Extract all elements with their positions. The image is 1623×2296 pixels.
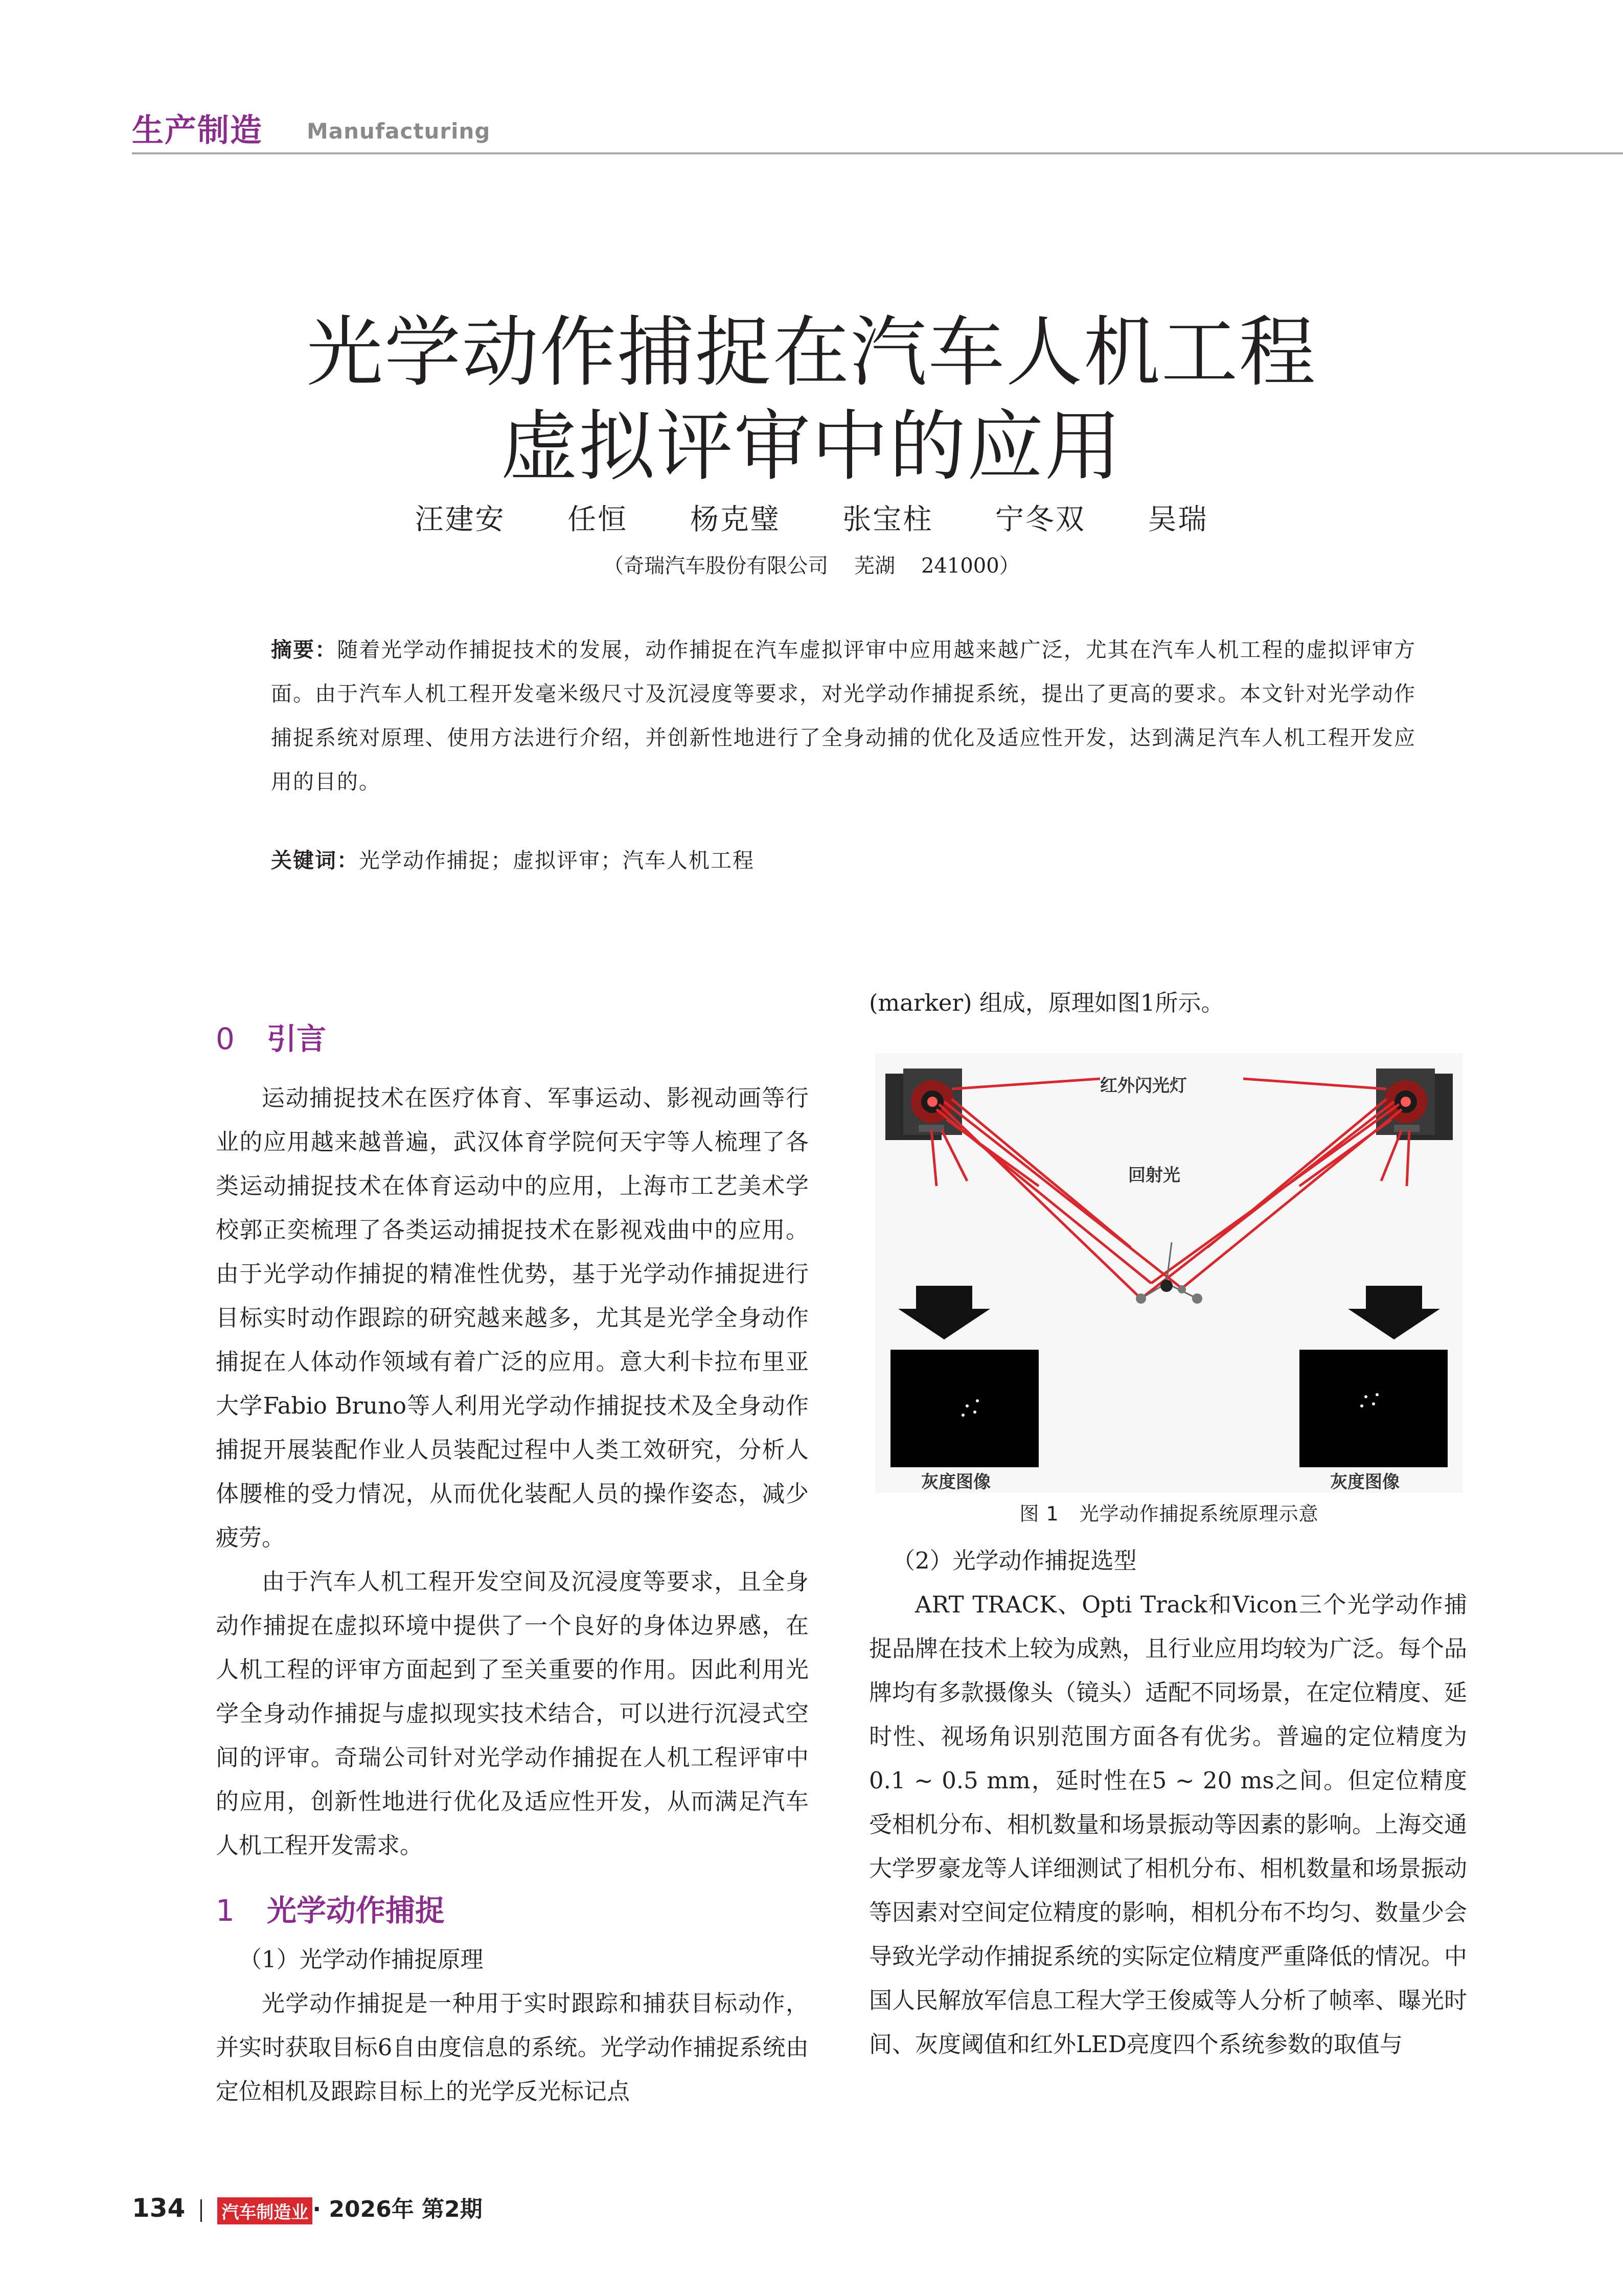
grayscale-label-right: 灰度图像 [1330,1472,1400,1492]
figure-number: 图 1 [1019,1503,1059,1525]
section-title: 光学动作捕捉 [267,1893,445,1928]
affiliation: （奇瑞汽车股份有限公司 芜湖 241000） [603,554,1020,578]
camera-left [885,1069,962,1140]
paragraph-continuation: (marker) 组成，原理如图1所示。 [869,989,1224,1016]
section-number: 0 [216,1021,235,1056]
ir-flash-label: 红外闪光灯 [1100,1076,1187,1096]
section-title: 引言 [267,1021,327,1056]
down-arrow-icon [1348,1286,1440,1339]
figure-caption-text: 光学动作捕捉系统原理示意 [1079,1503,1319,1525]
author-list: 汪建安 任恒 杨克璧 张宝柱 宁冬双 吴瑞 [415,503,1208,536]
ir-rays [931,1079,1409,1299]
page-footer [132,2191,483,2224]
grayscale-label-left: 灰度图像 [921,1472,991,1492]
section-heading-1 [216,1886,445,1929]
section-title-en: Manufacturing [307,119,491,144]
abstract-label: 摘要： [271,638,337,662]
down-arrow-icon [898,1286,990,1339]
subheading: （1）光学动作捕捉原理 [239,1946,484,1973]
issue-info: · 2026年 第2期 [312,2196,483,2222]
left-column-section-1 [216,1938,809,2113]
right-column [869,1539,1467,2066]
figure-1-diagram [875,1053,1463,1493]
keywords-label: 关键词： [271,848,359,873]
header-rule [132,152,1623,154]
camera-right [1376,1069,1453,1140]
section-heading-0 [216,1015,326,1058]
keywords [271,844,1416,874]
paragraph: ART TRACK、Opti Track和Vicon三个光学动作捕捉品牌在技术上较为成熟，且行业应用均较为广泛。每个品牌均有多款摄像头（镜头）适配不同场景，在定位精度、延时性、视场角识别范围方面各有优劣。普遍的定位精度为0.1 ~ 0.5 mm，延时性在5 ~ 20 ms之间。但定位精度受相机分布、相机数量和场景振动等因素的影响。上海交通大学罗豪龙等人详细测试了相机分布、相机数量和场景振动等因素对空间定位精度的影响，相机分布不均匀、数量少会导致光学动作捕捉系统的实际定位精度严重降低的情况。中国人民解放军信息工程大学王俊威等人分析了帧率、曝光时间、灰度阈值和红外LED亮度四个系统参数的取值与 [869,1591,1468,2058]
abstract-text: 随着光学动作捕捉技术的发展，动作捕捉在汽车虚拟评审中应用越来越广泛，尤其在汽车人机工程的虚拟评审方面。由于汽车人机工程开发毫米级尺寸及沉浸度等要求，对光学动作捕捉系统，提出了更高的要求。本文针对光学动作捕捉系统对原理、使用方法进行介绍，并创新性地进行了全身动捕的优化及适应性开发，达到满足汽车人机工程开发应用的目的。 [271,638,1416,794]
article-title-line-2: 虚拟评审中的应用 [500,402,1123,491]
left-column-intro [216,1076,809,1868]
abstract [271,628,1416,804]
journal-logo: 汽车制造业 [217,2197,312,2224]
keywords-text: 光学动作捕捉；虚拟评审；汽车人机工程 [359,848,755,873]
return-light-label: 回射光 [1128,1165,1180,1186]
grayscale-image-right [1299,1350,1448,1467]
figure-caption [875,1498,1463,1526]
section-title-cn: 生产制造 [132,111,263,149]
footer-divider [200,2199,202,2222]
paragraph: 由于汽车人机工程开发空间及沉浸度等要求，且全身动作捕捉在虚拟环境中提供了一个良好的身体边界感，在人机工程的评审方面起到了至关重要的作用。因此利用光学全身动作捕捉与虚拟现实技术结合，可以进行沉浸式空间的评审。奇瑞公司针对光学动作捕捉在人机工程评审中的应用，创新性地进行优化及适应性开发，从而满足汽车人机工程开发需求。 [216,1568,809,1859]
article-title-line-1: 光学动作捕捉在汽车人机工程 [306,308,1317,397]
paragraph: 光学动作捕捉是一种用于实时跟踪和捕获目标动作，并实时获取目标6自由度信息的系统。光学动作捕捉系统由定位相机及跟踪目标上的光学反光标记点 [216,1990,809,2105]
page-number: 134 [132,2193,186,2223]
paragraph: 运动捕捉技术在医疗体育、军事运动、影视动画等行业的应用越来越普遍，武汉体育学院何天宇等人梳理了各类运动捕捉技术在体育运动中的应用，上海市工艺美术学校郭正奕梳理了各类运动捕捉技术在影视戏曲中的应用。由于光学动作捕捉的精准性优势，基于光学动作捕捉进行目标实时动作跟踪的研究越来越多，尤其是光学全身动作捕捉在人体动作领域有着广泛的应用。意大利卡拉布里亚大学Fabio Bruno等人利用光学动作捕捉技术及全身动作捕捉开展装配作业人员装配过程中人类工效研究，分析人体腰椎的受力情况，从而优化装配人员的操作姿态，减少疲劳。 [216,1084,809,1551]
section-number: 1 [216,1893,235,1928]
figure-1 [875,1053,1463,1493]
grayscale-image-left [890,1350,1039,1467]
subheading: （2）光学动作捕捉选型 [892,1547,1137,1574]
